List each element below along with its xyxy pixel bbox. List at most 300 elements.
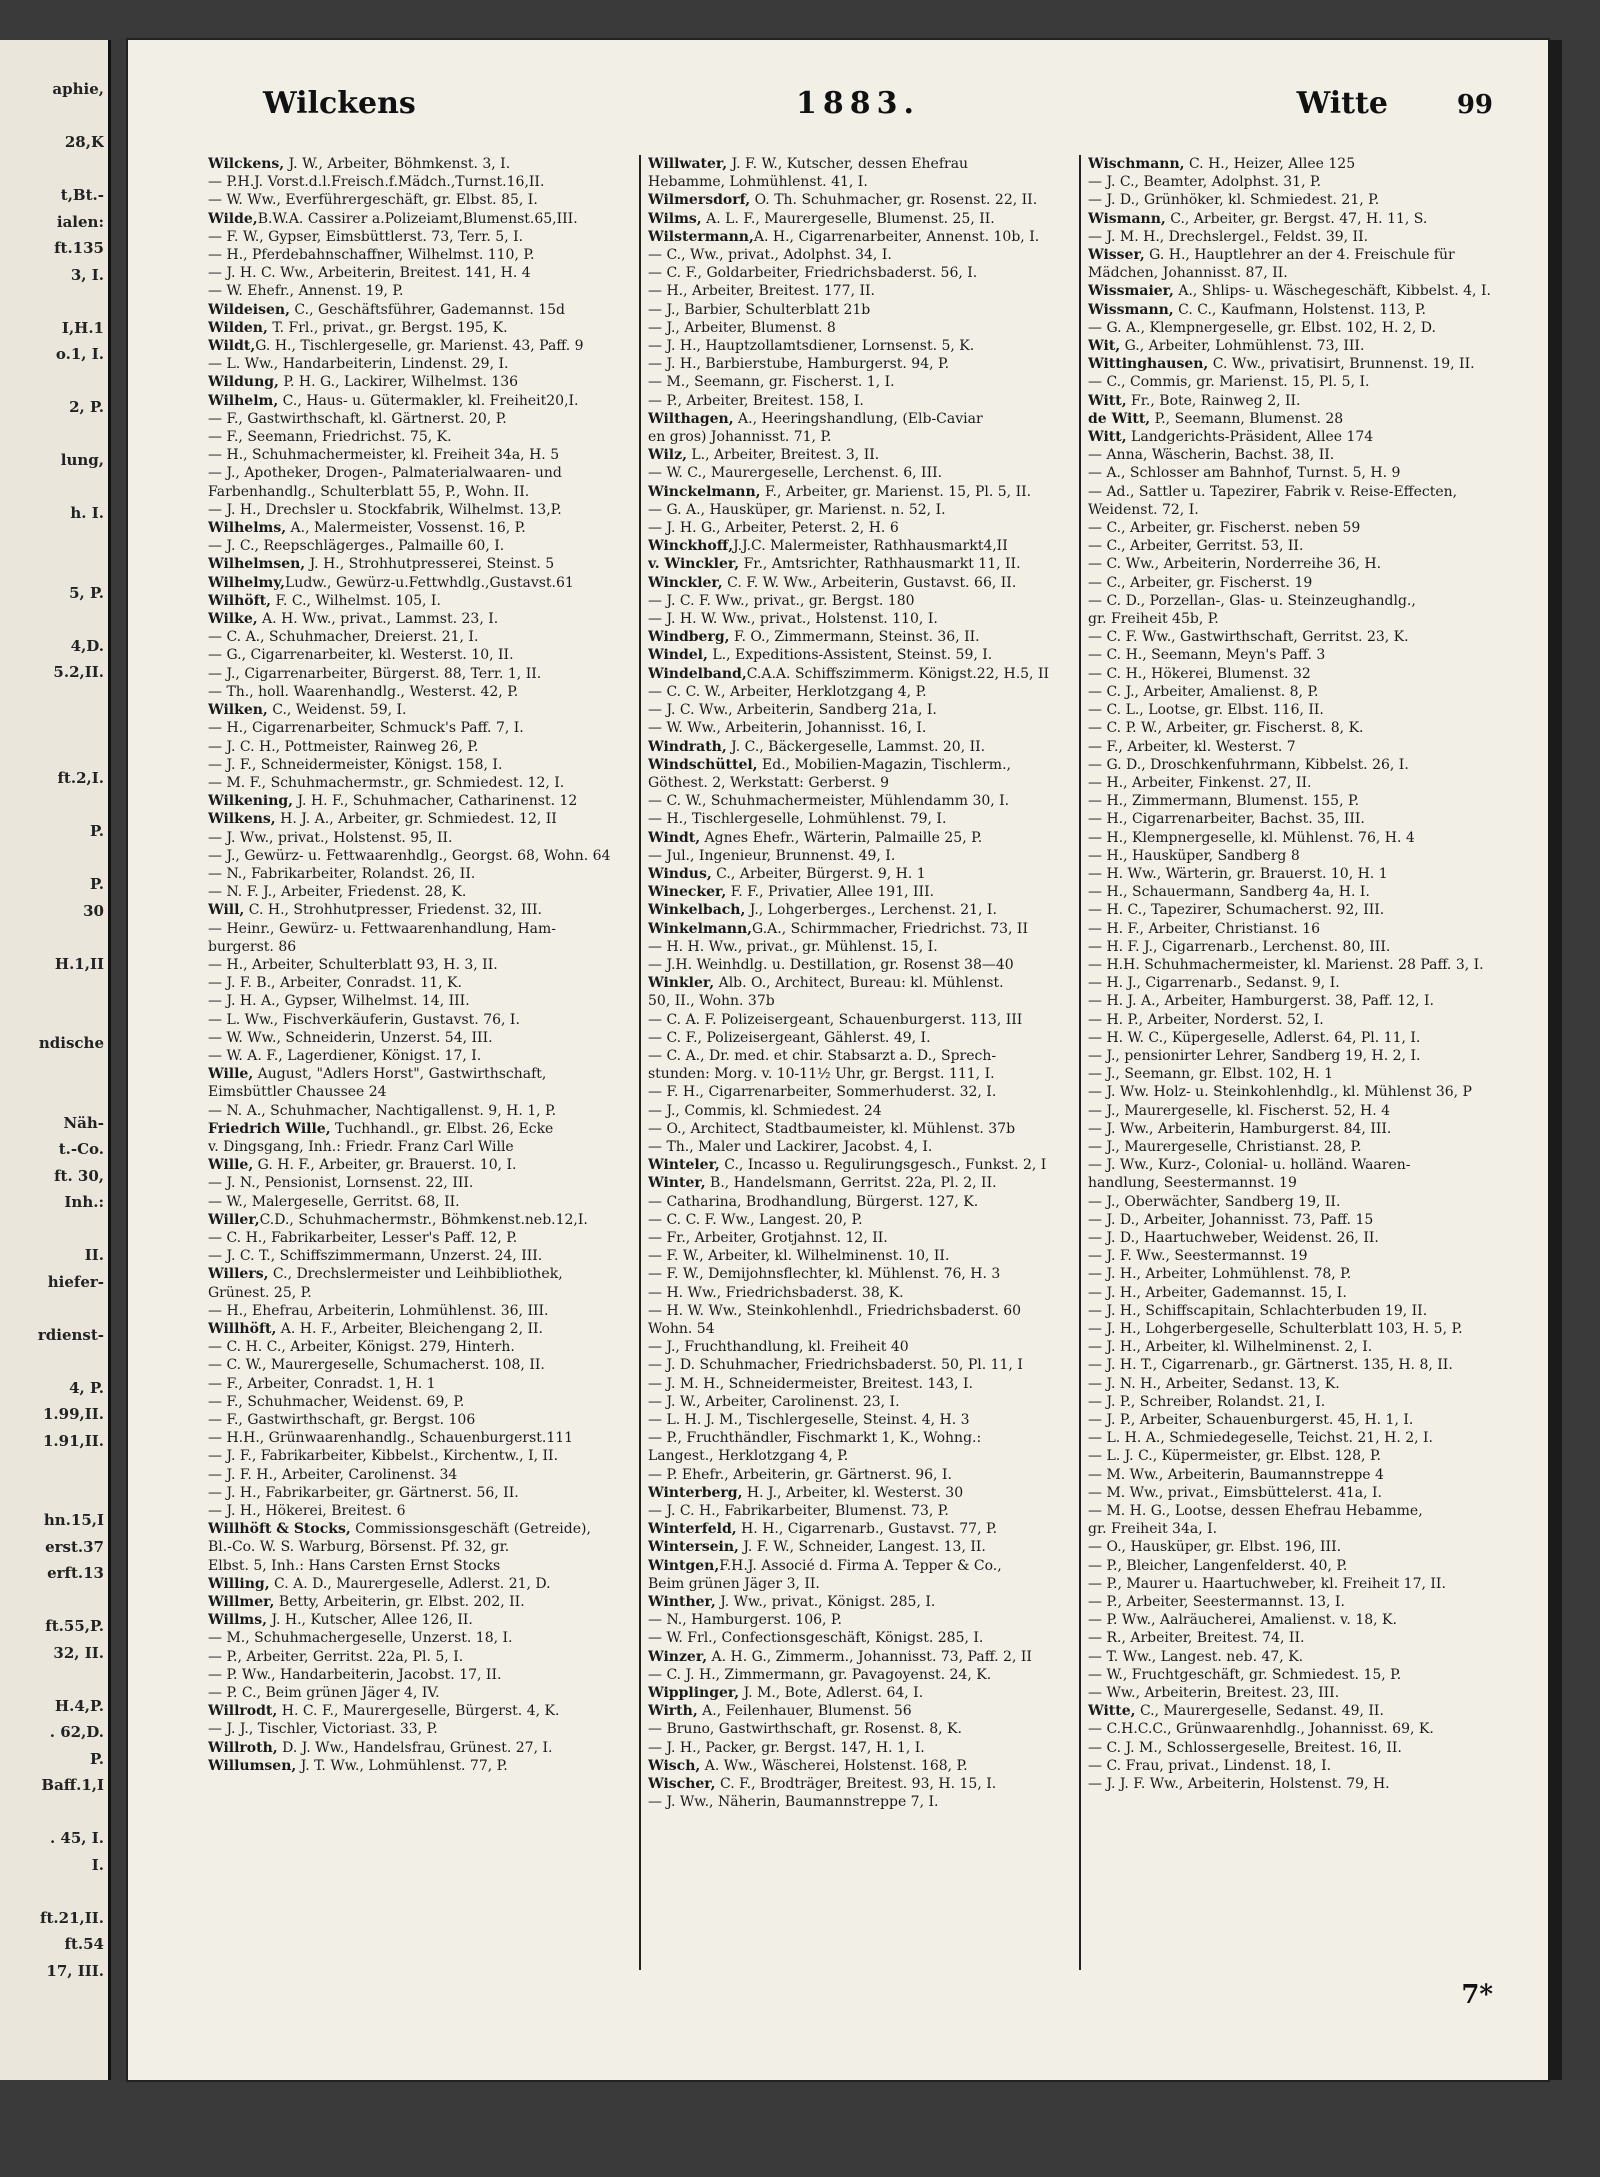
- directory-entry: [648, 920, 1068, 938]
- entry-details: Betty, Arbeiterin, gr. Elbst. 202, II.: [274, 1594, 525, 1611]
- prev-page-fragment: 3, I.: [70, 265, 104, 284]
- directory-entry: [648, 1083, 1068, 1101]
- entry-details: — J., Commis, kl. Schmiedest. 24: [648, 1102, 882, 1119]
- directory-entry: [208, 1484, 628, 1502]
- directory-entry: [208, 1538, 628, 1556]
- entry-surname: Willhöft & Stocks,: [208, 1521, 351, 1538]
- entry-details: — W. C., Maurergeselle, Lerchenst. 6, III.: [648, 465, 943, 482]
- entry-surname: Winckelmann,: [648, 483, 761, 500]
- entry-details: — J. F., Fabrikarbeiter, Kibbelst., Kirchentw., I, II.: [208, 1448, 559, 1465]
- directory-entry: [208, 938, 628, 956]
- directory-entry: [1088, 464, 1518, 482]
- entry-surname: Winkler,: [648, 975, 715, 992]
- directory-entry: [648, 319, 1068, 337]
- entry-surname: Wismann,: [1088, 210, 1166, 227]
- entry-details: G. H., Tischlergeselle, gr. Marienst. 43, Paff. 9: [255, 338, 584, 355]
- entry-details: — C. A., Schuhmacher, Dreierst. 21, I.: [208, 629, 479, 646]
- entry-details: — H., Tischlergeselle, Lohmühlenst. 79, I.: [648, 811, 947, 828]
- entry-details: C., Haus- u. Gütermakler, kl. Freiheit20,I.: [278, 392, 579, 409]
- entry-surname: Wilthagen,: [648, 410, 734, 427]
- entry-details: — J. Ww., Kurz-, Colonial- u. holländ. Waaren-: [1088, 1157, 1411, 1174]
- entry-details: — P. Ww., Handarbeiterin, Jacobst. 17, II.: [208, 1666, 502, 1683]
- entry-details: — J. Ww. Holz- u. Steinkohlenhdlg., kl. Mühlenst 36, P: [1088, 1084, 1472, 1101]
- directory-entry: [208, 810, 628, 828]
- entry-details: — H. W. Ww., Steinkohlenhdl., Friedrichsbaderst. 60: [648, 1302, 1022, 1319]
- entry-details: A., Feilenhauer, Blumenst. 56: [697, 1703, 912, 1720]
- entry-details: — J. H., Arbeiter, kl. Wilhelminenst. 2, I.: [1088, 1339, 1373, 1356]
- entry-details: — M. H. G., Lootse, dessen Ehefrau Hebamme,: [1088, 1503, 1423, 1520]
- entry-surname: Winecker,: [648, 884, 727, 901]
- prev-page-fragment: ialen:: [56, 212, 104, 231]
- prev-page-fragment: erst.37: [45, 1537, 104, 1556]
- entry-details: — J., Maurergeselle, kl. Fischerst. 52, H. 4: [1088, 1102, 1391, 1119]
- directory-entry: [1088, 210, 1518, 228]
- entry-details: — J., Arbeiter, Blumenst. 8: [648, 319, 836, 336]
- entry-details: — J., Seemann, gr. Elbst. 102, H. 1: [1088, 1066, 1334, 1083]
- directory-entry: [1088, 282, 1518, 300]
- entry-details: — J. D., Grünhöker, kl. Schmiedest. 21, P.: [1088, 192, 1380, 209]
- entry-details: J. M., Bote, Adlerst. 64, I.: [739, 1685, 924, 1702]
- prev-page-fragment: lung,: [60, 451, 104, 469]
- directory-entry: [648, 719, 1068, 737]
- prev-page-fragment: 1.91,II.: [42, 1431, 104, 1450]
- directory-entry: [208, 774, 628, 792]
- directory-entry: [208, 173, 628, 191]
- directory-entry: [648, 1229, 1068, 1247]
- directory-entry: [208, 392, 628, 410]
- entry-surname: Wilkens,: [208, 811, 276, 828]
- directory-entry: [208, 1120, 628, 1138]
- entry-details: O. Th. Schuhmacher, gr. Rosenst. 22, II.: [750, 192, 1038, 209]
- prev-page-fragment: aphie,: [52, 80, 104, 98]
- prev-page-fragment: rdienst-: [37, 1325, 104, 1344]
- entry-details: A., Shlips- u. Wäschegeschäft, Kibbelst. 4, I.: [1173, 283, 1491, 300]
- directory-entry: [208, 683, 628, 701]
- directory-entry: [208, 1211, 628, 1229]
- directory-entry: [648, 1393, 1068, 1411]
- entry-details: C., Drechslermeister und Leihbibliothek,: [268, 1266, 563, 1283]
- entry-details: Fr., Bote, Rainweg 2, II.: [1126, 392, 1301, 409]
- prev-page-fragment: hiefer-: [47, 1272, 104, 1291]
- directory-entry: [1088, 1102, 1518, 1120]
- entry-surname: Wilckens,: [208, 156, 285, 172]
- prev-page-fragment: 30: [83, 901, 104, 920]
- directory-entry: [648, 1011, 1068, 1029]
- entry-details: — P., Arbeiter, Breitest. 158, I.: [648, 392, 864, 409]
- directory-entry: [208, 1666, 628, 1684]
- directory-entry: [648, 956, 1068, 974]
- entry-details: — J. P., Arbeiter, Schauenburgerst. 45, H. 1, I.: [1088, 1412, 1414, 1429]
- entry-surname: Wilken,: [208, 702, 268, 719]
- entry-details: — C. H., Hökerei, Blumenst. 32: [1088, 665, 1311, 682]
- prev-page-fragment: Inh.:: [64, 1193, 104, 1211]
- entry-details: — H., Schauermann, Sandberg 4a, H. I.: [1088, 884, 1370, 901]
- directory-entry: [648, 1557, 1068, 1575]
- entry-surname: Wille,: [208, 1066, 254, 1083]
- entry-details: F. O., Zimmermann, Steinst. 36, II.: [729, 629, 980, 646]
- directory-entry: [208, 646, 628, 664]
- directory-entry: [648, 1666, 1068, 1684]
- directory-entry: [1088, 1265, 1518, 1283]
- entry-details: — C. W., Schuhmachermeister, Mühlendamm 30, I.: [648, 793, 1010, 810]
- entry-details: Commissionsgeschäft (Getreide),: [350, 1521, 591, 1538]
- entry-details: — P., Arbeiter, Seestermannst. 13, I.: [1088, 1594, 1345, 1611]
- entry-surname: Willwater,: [648, 156, 728, 172]
- entry-details: — G. A., Klempnergeselle, gr. Elbst. 102, H. 2, D.: [1088, 319, 1436, 336]
- directory-entry: [1088, 1320, 1518, 1338]
- entry-details: — O., Architect, Stadtbaumeister, kl. Mühlenst. 37b: [648, 1120, 1016, 1137]
- prev-page-fragment: P.: [89, 875, 104, 893]
- directory-entry: [648, 428, 1068, 446]
- directory-entry: [208, 1229, 628, 1247]
- entry-surname: Winteler,: [648, 1157, 720, 1174]
- entry-details: Farbenhandlg., Schulterblatt 55, P., Wohn. II.: [208, 483, 530, 500]
- directory-entry: [648, 610, 1068, 628]
- entry-details: J., Lohgerberges., Lerchenst. 21, I.: [745, 902, 997, 919]
- entry-surname: Willms,: [208, 1612, 268, 1629]
- directory-entry: [1088, 774, 1518, 792]
- entry-surname: Wilz,: [648, 447, 687, 464]
- running-head: [208, 86, 1508, 126]
- entry-details: — J. H., Arbeiter, Lohmühlenst. 78, P.: [1088, 1266, 1352, 1283]
- entry-details: A. H., Cigarrenarbeiter, Annenst. 10b, I.: [753, 228, 1040, 245]
- directory-entry: [648, 392, 1068, 410]
- directory-entry: [1088, 1284, 1518, 1302]
- directory-entry: [1088, 956, 1518, 974]
- entry-details: — H., Cigarrenarbeiter, Schmuck's Paff. 7, I.: [208, 720, 524, 737]
- entry-surname: Wilhelms,: [208, 520, 287, 537]
- entry-details: — H., Zimmermann, Blumenst. 155, P.: [1088, 793, 1360, 810]
- directory-entry: [1088, 883, 1518, 901]
- entry-surname: Wildung,: [208, 374, 279, 391]
- entry-details: — C. W., Maurergeselle, Schumacherst. 108, II.: [208, 1357, 545, 1374]
- directory-entry: [648, 1029, 1068, 1047]
- column-1: [208, 155, 628, 1970]
- entry-details: T. Frl., privat., gr. Bergst. 195, K.: [267, 319, 508, 336]
- directory-entry: [1088, 1666, 1518, 1684]
- entry-surname: Wilkening,: [208, 793, 294, 810]
- entry-details: Grünest. 25, P.: [208, 1284, 312, 1301]
- head-year: 1883.: [796, 86, 920, 121]
- entry-surname: Willers,: [208, 1266, 269, 1283]
- directory-entry: [1088, 1138, 1518, 1156]
- prev-page-fragment: Baff.1,I: [41, 1776, 104, 1794]
- entry-surname: Wissmann,: [1088, 301, 1174, 318]
- directory-entry: [208, 1720, 628, 1738]
- entry-details: C. H., Heizer, Allee 125: [1184, 156, 1356, 172]
- page-edge: [1548, 40, 1562, 2080]
- directory-entry: [208, 1611, 628, 1629]
- entry-details: — F. W., Demijohnsflechter, kl. Mühlenst. 76, H. 3: [648, 1266, 1001, 1283]
- entry-details: A. H. F., Arbeiter, Bleichengang 2, II.: [276, 1321, 544, 1337]
- directory-entry: [648, 1120, 1068, 1138]
- entry-surname: Windus,: [648, 865, 712, 882]
- prev-page-fragment: ft. 30,: [54, 1166, 104, 1185]
- entry-details: — W., Malergeselle, Gerritst. 68, II.: [208, 1193, 460, 1210]
- prev-page-fragment: ft.55,P.: [45, 1617, 104, 1635]
- entry-details: H. H., Cigarrenarb., Gustavst. 77, P.: [736, 1521, 998, 1538]
- directory-entry: [648, 1411, 1068, 1429]
- entry-details: Langest., Herklotzgang 4, P.: [648, 1448, 849, 1465]
- directory-entry: [648, 446, 1068, 464]
- directory-entry: [208, 1138, 628, 1156]
- entry-details: C. A. D., Maurergeselle, Adlerst. 21, D.: [269, 1575, 551, 1592]
- entry-details: — C., Arbeiter, Gerritst. 53, II.: [1088, 538, 1304, 555]
- entry-details: — H. F. J., Cigarrenarb., Lerchenst. 80, III.: [1088, 938, 1391, 955]
- directory-entry: [1088, 992, 1518, 1010]
- entry-surname: Windrath,: [648, 738, 727, 755]
- entry-surname: Witt,: [1088, 392, 1127, 409]
- entry-details: — G. D., Droschkenfuhrmann, Kibbelst. 26, I.: [1088, 756, 1409, 773]
- directory-entry: [1088, 1593, 1518, 1611]
- entry-details: — J. H., Arbeiter, Gademannst. 15, I.: [1088, 1284, 1347, 1301]
- directory-entry: [208, 301, 628, 319]
- entry-details: P. H. G., Lackirer, Wilhelmst. 136: [278, 374, 519, 391]
- entry-details: B., Handelsmann, Gerritst. 22a, Pl. 2, II.: [705, 1175, 997, 1192]
- directory-entry: [1088, 829, 1518, 847]
- directory-entry: [648, 974, 1068, 992]
- entry-details: — J. C. F. Ww., privat., gr. Bergst. 180: [648, 592, 915, 609]
- directory-entry: [208, 555, 628, 573]
- directory-entry: [1088, 246, 1518, 264]
- entry-details: C., Weidenst. 59, I.: [267, 702, 407, 719]
- directory-entry: [648, 574, 1068, 592]
- entry-details: — J., Fruchthandlung, kl. Freiheit 40: [648, 1339, 909, 1356]
- entry-surname: Willumsen,: [208, 1757, 297, 1774]
- directory-entry: [1088, 446, 1518, 464]
- entry-details: — J., Barbier, Schulterblatt 21b: [648, 301, 871, 318]
- entry-details: — W. Frl., Confectionsgeschäft, Königst. 285, I.: [648, 1630, 984, 1647]
- entry-details: — F., Gastwirthschaft, kl. Gärtnerst. 20, P.: [208, 410, 507, 427]
- entry-details: — J. H., Hökerei, Breitest. 6: [208, 1503, 406, 1520]
- directory-entry: [208, 665, 628, 683]
- entry-details: — J. Ww., Näherin, Baumannstreppe 7, I.: [648, 1794, 939, 1811]
- prev-page-fragment: t.-Co.: [58, 1140, 104, 1158]
- entry-details: Agnes Ehefr., Wärterin, Palmaille 25, P.: [700, 829, 983, 846]
- directory-entry: [648, 1648, 1068, 1666]
- entry-details: stunden: Morg. v. 10-11½ Uhr, gr. Bergst. 111, I.: [648, 1066, 995, 1083]
- entry-details: Eimsbüttler Chaussee 24: [208, 1084, 387, 1101]
- directory-entry: [648, 1193, 1068, 1211]
- entry-details: — W., Fruchtgeschäft, gr. Schmiedest. 15, P.: [1088, 1666, 1402, 1683]
- entry-details: C. F., Brodträger, Breitest. 93, H. 15, I.: [715, 1776, 997, 1793]
- directory-entry: [648, 1593, 1068, 1611]
- entry-details: F.H.J. Associé d. Firma A. Tepper & Co.,: [719, 1557, 1002, 1574]
- prev-page-fragment: 28,K: [64, 133, 104, 151]
- entry-details: Beim grünen Jäger 3, II.: [648, 1575, 820, 1592]
- entry-details: v. Dingsgang, Inh.: Friedr. Franz Carl Wille: [208, 1138, 514, 1155]
- entry-details: C., Geschäftsführer, Gademannst. 15d: [289, 301, 566, 318]
- entry-details: — F., Seemann, Friedrichst. 75, K.: [208, 429, 452, 446]
- directory-entry: [648, 1575, 1068, 1593]
- entry-surname: Windel,: [648, 647, 708, 664]
- directory-entry: [648, 883, 1068, 901]
- entry-details: Mädchen, Johannisst. 87, II.: [1088, 265, 1288, 282]
- directory-entry: [208, 738, 628, 756]
- entry-details: — N. F. J., Arbeiter, Friedenst. 28, K.: [208, 884, 467, 901]
- entry-surname: Wipplinger,: [648, 1685, 740, 1702]
- prev-page-fragment: 5.2,II.: [53, 663, 104, 681]
- entry-details: — A., Schlosser am Bahnhof, Turnst. 5, H. 9: [1088, 465, 1401, 482]
- directory-entry: [1088, 1174, 1518, 1192]
- directory-entry: [1088, 1029, 1518, 1047]
- entry-details: — C. Frau, privat., Lindenst. 18, I.: [1088, 1757, 1332, 1774]
- directory-entry: [648, 1047, 1068, 1065]
- entry-details: — H. H. Ww., privat., gr. Mühlenst. 15, I.: [648, 938, 938, 955]
- entry-details: — J. H. C. Ww., Arbeiterin, Breitest. 141, H. 4: [208, 265, 531, 282]
- entry-details: Fr., Amtsrichter, Rathhausmarkt 11, II.: [739, 556, 1021, 573]
- directory-entry: [1088, 920, 1518, 938]
- directory-entry: [648, 1102, 1068, 1120]
- entry-surname: Willmer,: [208, 1594, 275, 1611]
- entry-surname: Wilms,: [648, 210, 702, 227]
- entry-details: — F. W., Gypser, Eimsbüttlerst. 73, Terr. 5, I.: [208, 228, 524, 245]
- directory-entry: [648, 1538, 1068, 1556]
- entry-details: F. F., Privatier, Allee 191, III.: [726, 884, 935, 901]
- entry-details: — H., Arbeiter, Breitest. 177, II.: [648, 283, 876, 300]
- directory-entry: [208, 1757, 628, 1775]
- directory-entry: [1088, 1648, 1518, 1666]
- directory-entry: [648, 646, 1068, 664]
- entry-surname: Wischer,: [648, 1776, 716, 1793]
- directory-entry: [648, 410, 1068, 428]
- directory-entry: [1088, 1538, 1518, 1556]
- entry-details: — L. H. J. M., Tischlergeselle, Steinst. 4, H. 3: [648, 1412, 970, 1429]
- entry-details: — C. H. C., Arbeiter, Königst. 279, Hinterh.: [208, 1339, 515, 1356]
- entry-details: A., Heeringshandlung, (Elb-Caviar: [733, 410, 983, 427]
- directory-entry: [648, 1284, 1068, 1302]
- entry-details: Landgerichts-Präsident, Allee 174: [1126, 429, 1374, 446]
- directory-entry: [1088, 1520, 1518, 1538]
- directory-entry: [208, 920, 628, 938]
- entry-surname: Willhöft,: [208, 1321, 277, 1337]
- entry-details: — C., Commis, gr. Marienst. 15, Pl. 5, I.: [1088, 374, 1370, 391]
- directory-entry: [648, 246, 1068, 264]
- entry-details: en gros) Johannisst. 71, P.: [648, 429, 832, 446]
- entry-details: — J. F., Schneidermeister, Königst. 158, I.: [208, 756, 503, 773]
- directory-entry: [648, 1065, 1068, 1083]
- entry-details: — F., Arbeiter, kl. Westerst. 7: [1088, 738, 1296, 755]
- directory-entry: [208, 574, 628, 592]
- directory-entry: [648, 155, 1068, 173]
- entry-surname: Wintgen,: [648, 1557, 720, 1574]
- directory-entry: [208, 1356, 628, 1374]
- entry-details: — F. H., Cigarrenarbeiter, Sommerhuderst. 32, I.: [648, 1084, 997, 1101]
- directory-entry: [208, 355, 628, 373]
- entry-details: — F., Gastwirthschaft, gr. Bergst. 106: [208, 1412, 476, 1429]
- directory-entry: [1088, 1429, 1518, 1447]
- entry-details: — H., Hausküper, Sandberg 8: [1088, 847, 1300, 864]
- entry-surname: Winkelbach,: [648, 902, 746, 919]
- directory-entry: [1088, 1047, 1518, 1065]
- entry-details: Wohn. 54: [648, 1321, 715, 1337]
- entry-surname: Winckler,: [648, 574, 723, 591]
- directory-entry: [1088, 1393, 1518, 1411]
- directory-entry: [208, 974, 628, 992]
- entry-surname: Wischmann,: [1088, 156, 1185, 172]
- entry-details: gr. Freiheit 45b, P.: [1088, 611, 1219, 628]
- directory-entry: [208, 1575, 628, 1593]
- directory-entry: [1088, 1684, 1518, 1702]
- entry-details: C. C., Kaufmann, Holstenst. 113, P.: [1173, 301, 1426, 318]
- entry-surname: Willing,: [208, 1575, 270, 1592]
- directory-entry: [1088, 1083, 1518, 1101]
- entry-surname: Wilstermann,: [648, 228, 754, 245]
- directory-entry: [1088, 319, 1518, 337]
- entry-details: J. Ww., privat., Königst. 285, I.: [715, 1594, 936, 1611]
- prev-page-fragment: P.: [89, 822, 104, 840]
- directory-entry: [208, 1593, 628, 1611]
- entry-details: — J. D., Arbeiter, Johannisst. 73, Paff. 15: [1088, 1211, 1374, 1228]
- entry-details: — H. P., Arbeiter, Norderst. 52, I.: [1088, 1011, 1324, 1028]
- entry-surname: Willroth,: [208, 1739, 278, 1756]
- entry-details: — L. H. A., Schmiedegeselle, Teichst. 21, H. 2, I.: [1088, 1430, 1434, 1447]
- directory-entry: [1088, 1611, 1518, 1629]
- prev-page-fragment: 5, P.: [69, 583, 104, 602]
- entry-details: — J. H., Lohgerbergeselle, Schulterblatt 103, H. 5, P.: [1088, 1321, 1463, 1337]
- entry-details: — C. J. M., Schlossergeselle, Breitest. 16, II.: [1088, 1739, 1402, 1756]
- entry-details: — J. H. G., Arbeiter, Peterst. 2, H. 6: [648, 520, 899, 537]
- entry-details: gr. Freiheit 34a, I.: [1088, 1521, 1218, 1538]
- entry-details: — C. D., Porzellan-, Glas- u. Steinzeughandlg.,: [1088, 592, 1416, 609]
- prev-page-fragment: hn.15,I: [43, 1511, 104, 1529]
- directory-entry: [208, 319, 628, 337]
- prev-page-fragment: ft.54: [64, 1935, 104, 1953]
- entry-surname: Wilke,: [208, 611, 258, 628]
- directory-entry: [648, 1447, 1068, 1465]
- entry-details: — L. Ww., Fischverkäuferin, Gustavst. 76, I.: [208, 1011, 520, 1028]
- entry-details: — F. W., Arbeiter, kl. Wilhelminenst. 10, II.: [648, 1248, 950, 1265]
- entry-details: — J. W., Arbeiter, Carolinenst. 23, I.: [648, 1393, 900, 1410]
- directory-entry: [648, 829, 1068, 847]
- directory-entry: [648, 628, 1068, 646]
- directory-entry: [648, 756, 1068, 774]
- entry-surname: Wintersein,: [648, 1539, 739, 1556]
- directory-entry: [208, 847, 628, 865]
- directory-entry: [208, 1629, 628, 1647]
- directory-entry: [208, 1083, 628, 1101]
- directory-entry: [208, 228, 628, 246]
- column-3: [1088, 155, 1518, 1970]
- directory-entry: [208, 1447, 628, 1465]
- directory-entry: [648, 483, 1068, 501]
- entry-details: J. H. F., Schuhmacher, Catharinenst. 12: [293, 793, 578, 810]
- directory-entry: [208, 1174, 628, 1192]
- prev-page-fragment: . 62,D.: [49, 1723, 104, 1741]
- entry-details: August, "Adlers Horst", Gastwirthschaft,: [253, 1066, 547, 1083]
- directory-entry: [1088, 938, 1518, 956]
- entry-details: Bl.-Co. W. S. Warburg, Börsenst. Pf. 32, gr.: [208, 1539, 510, 1556]
- entry-details: — P., Maurer u. Haartuchweber, kl. Freiheit 17, II.: [1088, 1575, 1446, 1592]
- entry-surname: Willrodt,: [208, 1703, 278, 1720]
- directory-entry: [648, 555, 1068, 573]
- directory-entry: [648, 1520, 1068, 1538]
- entry-details: C.D., Schuhmachermstr., Böhmkenst.neb.12,I.: [259, 1211, 588, 1228]
- page-number: 99: [1456, 90, 1493, 120]
- entry-details: — J. M. H., Drechslergel., Feldst. 39, II.: [1088, 228, 1369, 245]
- entry-details: — C. H., Seemann, Meyn's Paff. 3: [1088, 647, 1326, 664]
- entry-details: A. H. G., Zimmerm., Johannisst. 73, Paff. 2, II: [707, 1648, 1032, 1665]
- entry-surname: Wilhelmy,: [208, 574, 285, 591]
- entry-details: — M., Schuhmachergeselle, Unzerst. 18, I.: [208, 1630, 513, 1647]
- entry-details: — C. H., Fabrikarbeiter, Lesser's Paff. 12, P.: [208, 1229, 518, 1246]
- entry-details: — P. Ehefr., Arbeiterin, gr. Gärtnerst. 96, I.: [648, 1466, 952, 1483]
- directory-entry: [1088, 683, 1518, 701]
- entry-details: — H. C., Tapezirer, Schumacherst. 92, III.: [1088, 902, 1385, 919]
- entry-details: B.W.A. Cassirer a.Polizeiamt,Blumenst.65,III.: [257, 210, 578, 227]
- directory-entry: [648, 1375, 1068, 1393]
- entry-details: Göthest. 2, Werkstatt: Gerberst. 9: [648, 774, 890, 791]
